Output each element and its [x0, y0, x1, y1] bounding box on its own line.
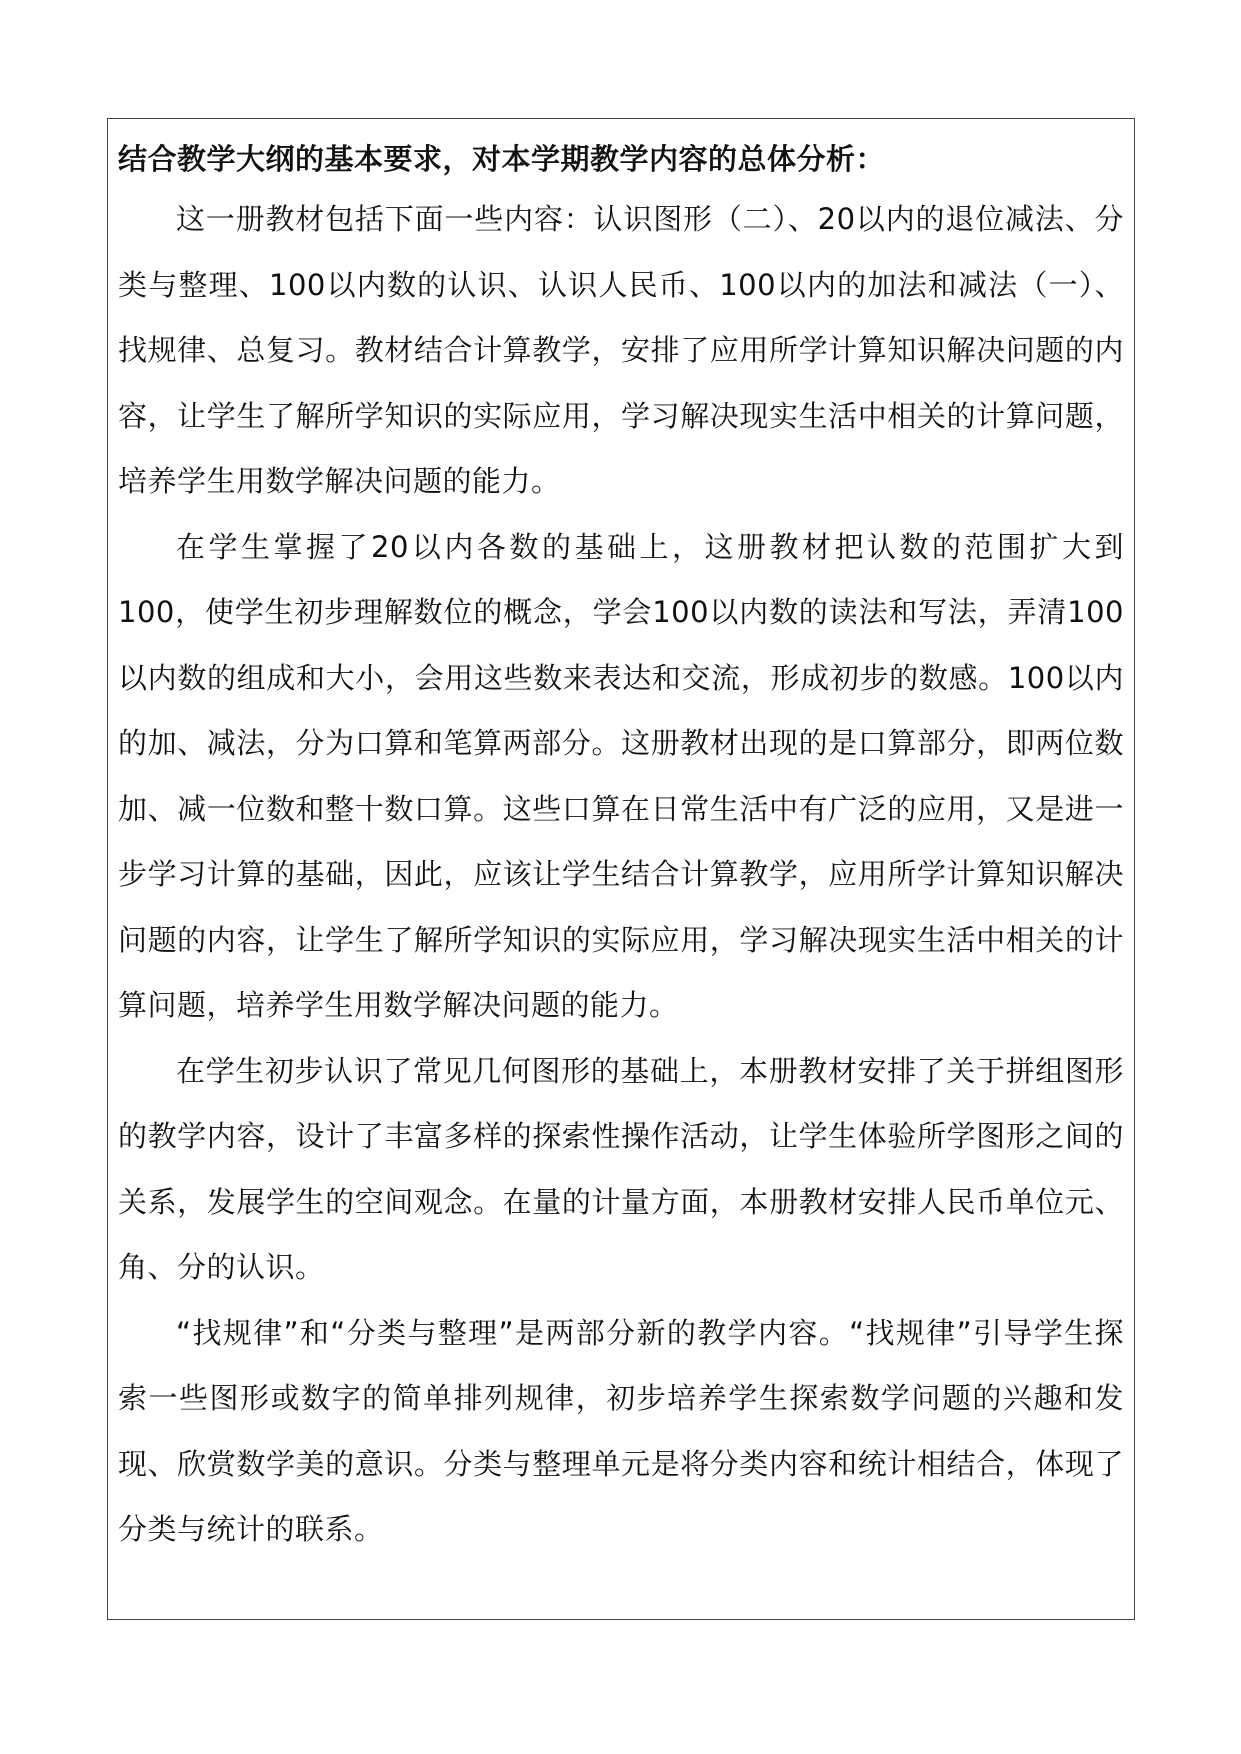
content-box	[107, 118, 1135, 1620]
paragraph-patterns: “找规律”和“分类与整理”是两部分新的教学内容。“找规律”引导学生探索一些图形或数字的简单排列规律，初步培养学生探索数学问题的兴趣和发现、欣赏数学美的意识。分类与整理单元是将分类内容和统计相结合，体现了分类与统计的联系。	[118, 1315, 1124, 1546]
paragraph-content-overview: 这一册教材包括下面一些内容：认识图形（二）、20以内的退位减法、分类与整理、100以内数的认识、认识人民币、100以内的加法和减法（一）、找规律、总复习。教材结合计算教学，安排了应用所学计算知识解决问题的内容，让学生了解所学知识的实际应用，学习解决现实生活中相关的计算问题，培养学生用数学解决问题的能力。	[118, 202, 1124, 498]
section-heading: 结合教学大纲的基本要求，对本学期教学内容的总体分析：	[118, 142, 886, 176]
paragraph-geometry: 在学生初步认识了常见几何图形的基础上，本册教材安排了关于拼组图形的教学内容，设计了丰富多样的探索性操作活动，让学生体验所学图形之间的关系，发展学生的空间观念。在量的计量方面，本册教材安排人民币单位元、角、分的认识。	[118, 1053, 1124, 1284]
paragraph-number-recognition: 在学生掌握了20以内各数的基础上，这册教材把认数的范围扩大到100，使学生初步理解数位的概念，学会100以内数的读法和写法，弄清100以内数的组成和大小，会用这些数来表达和交流，形成初步的数感。100以内的加、减法，分为口算和笔算两部分。这册教材出现的是口算部分，即两位数加、减一位数和整十数口算。这些口算在日常生活中有广泛的应用，又是进一步学习计算的基础，因此，应该让学生结合计算教学，应用所学计算知识解决问题的内容，让学生了解所学知识的实际应用，学习解决现实生活中相关的计算问题，培养学生用数学解决问题的能力。	[118, 529, 1124, 1022]
